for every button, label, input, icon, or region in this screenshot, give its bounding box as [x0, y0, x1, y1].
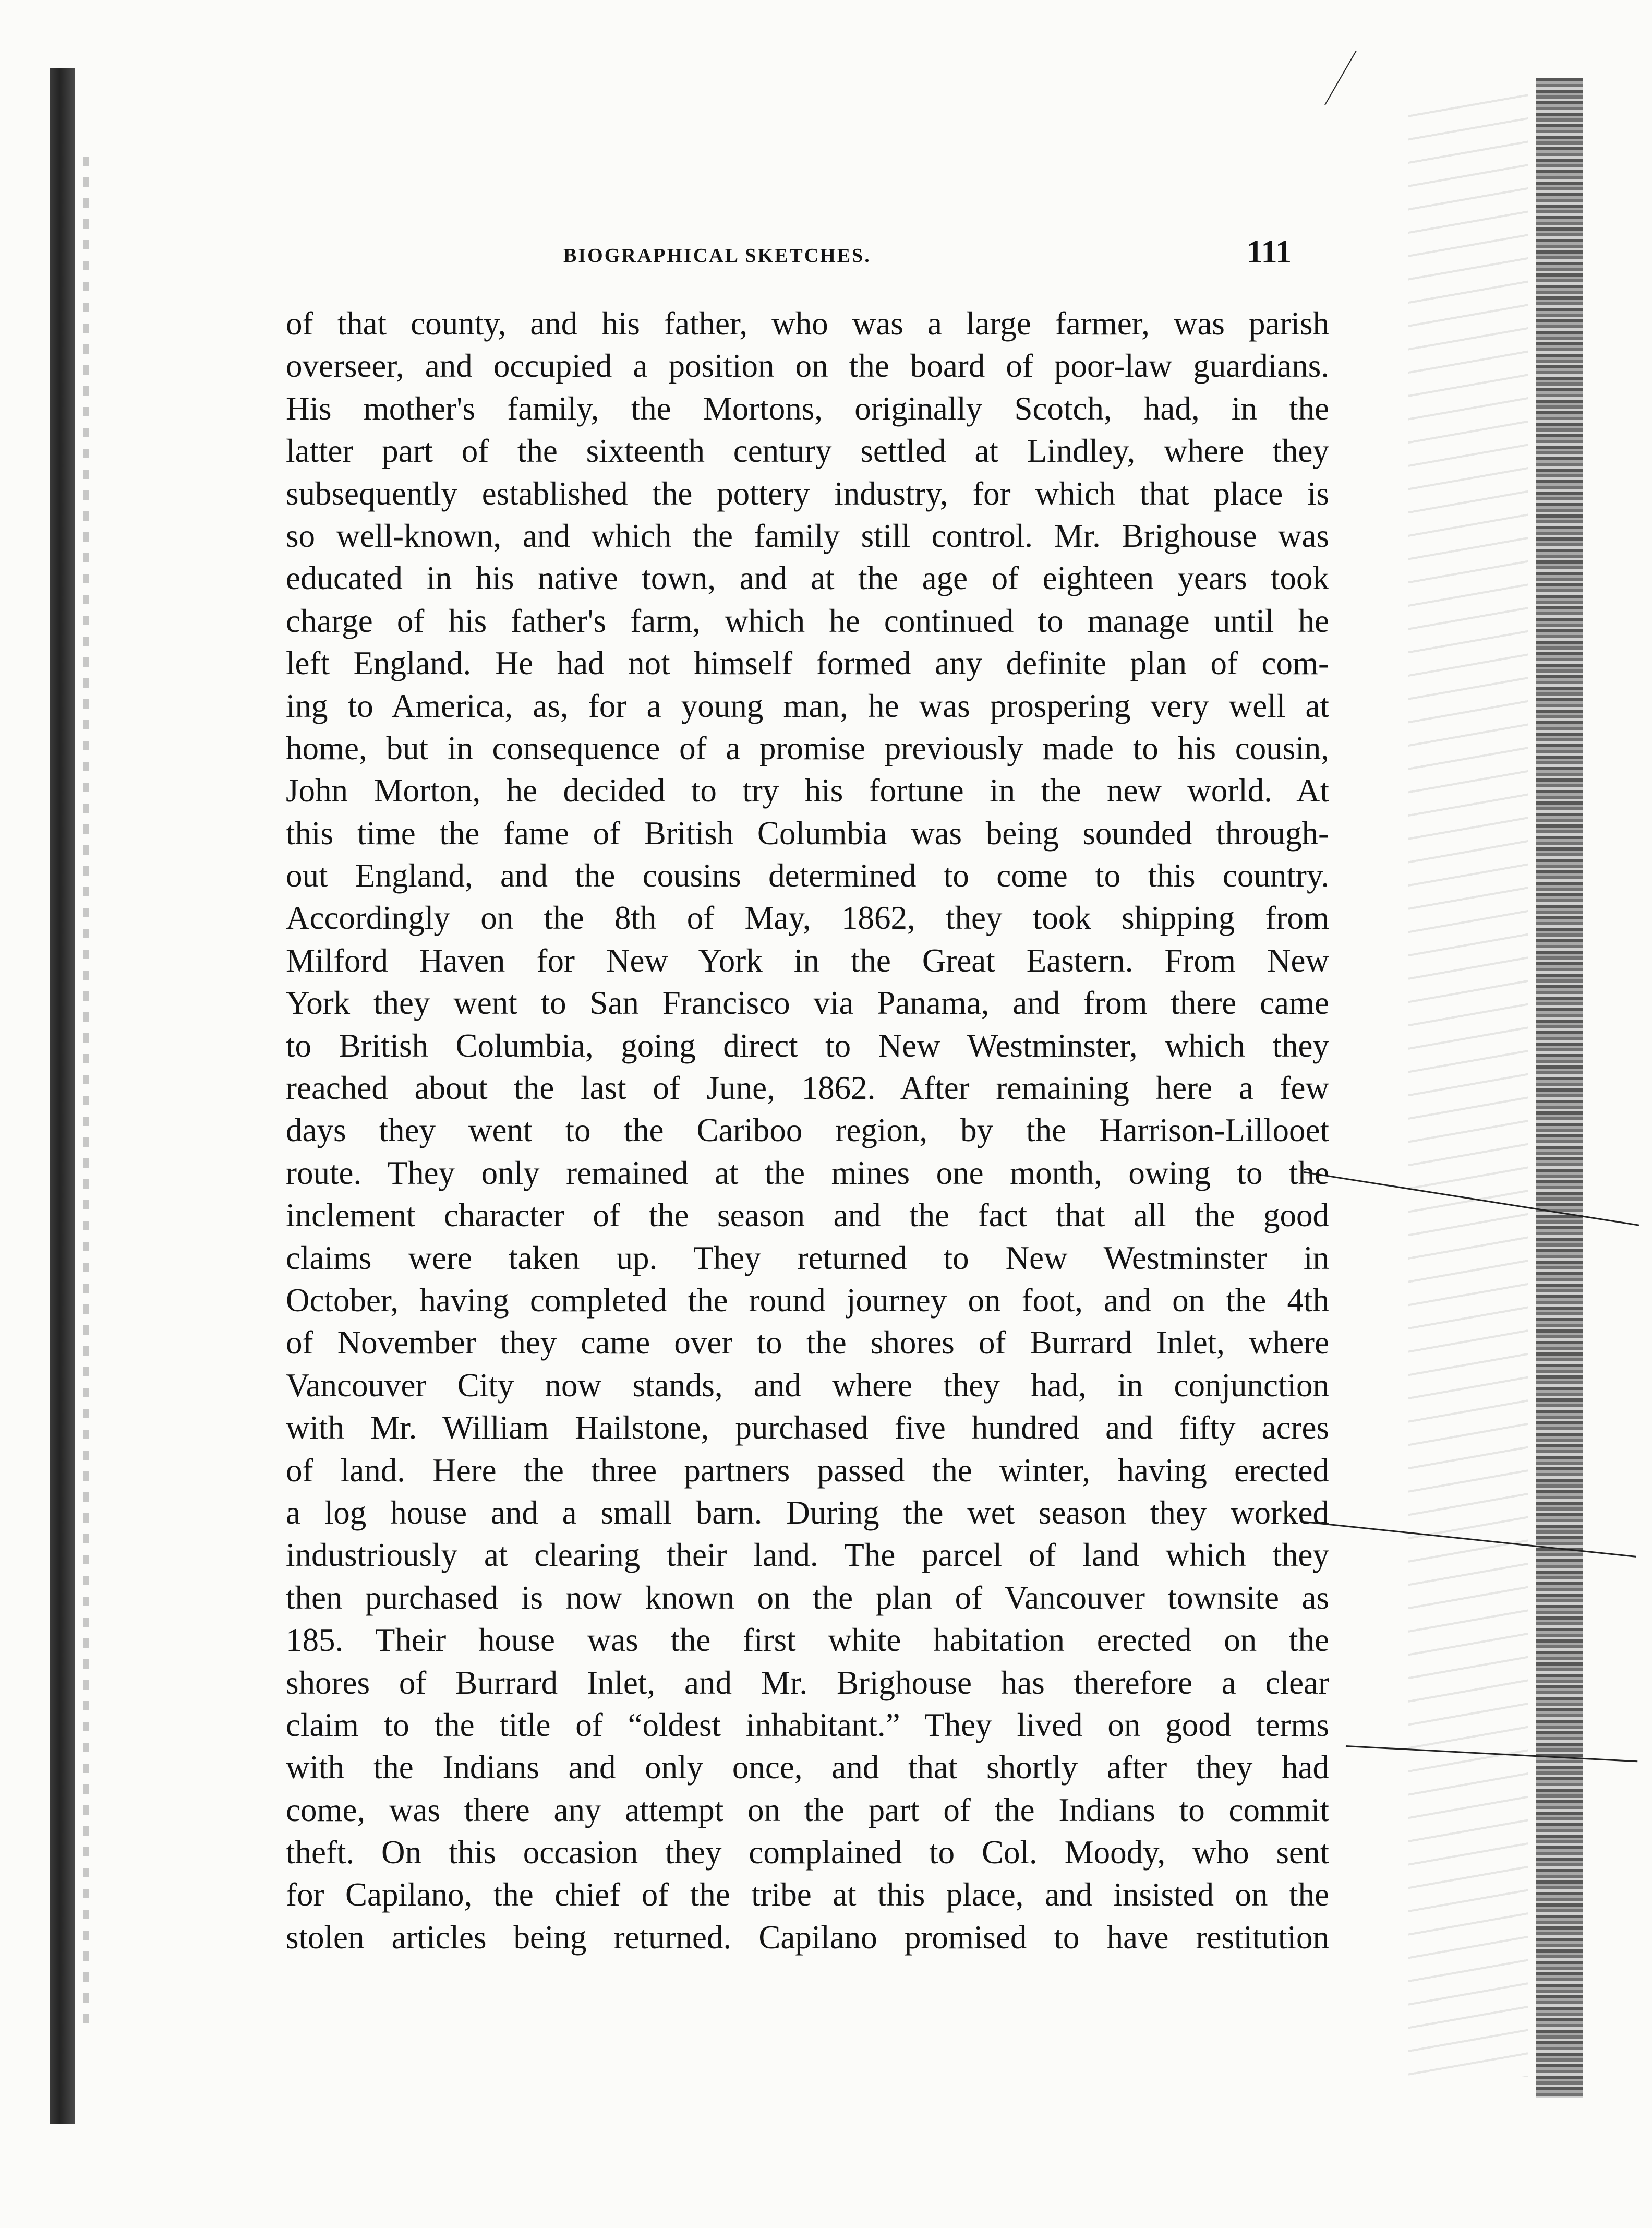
text-line: of that county, and his father, who was a large farmer, was parish: [286, 305, 1329, 342]
text-line: overseer, and occupied a position on the board of poor-law guardians.: [286, 348, 1329, 385]
scan-stray-line: [1324, 51, 1357, 105]
text-line: claim to the title of “oldest inhabitant.” They lived on good terms: [286, 1706, 1329, 1743]
text-line: of November they came over to the shores of Burrard Inlet, where: [286, 1324, 1329, 1361]
running-head: BIOGRAPHICAL SKETCHES.: [563, 245, 871, 267]
text-line: of land. Here the three partners passed the winter, having erected: [286, 1452, 1329, 1489]
text-line: Vancouver City now stands, and where they had, in conjunction: [286, 1367, 1329, 1404]
text-line: John Morton, he decided to try his fortune in the new world. At: [286, 772, 1329, 809]
text-line: 185. Their house was the first white habitation erected on the: [286, 1622, 1329, 1659]
text-line: reached about the last of June, 1862. After remaining here a few: [286, 1070, 1329, 1107]
text-line: so well-known, and which the family still control. Mr. Brighouse was: [286, 517, 1329, 554]
text-line: with Mr. William Hailstone, purchased five hundred and fifty acres: [286, 1409, 1329, 1446]
text-line: ing to America, as, for a young man, he was prospering very well at: [286, 687, 1329, 724]
text-line: charge of his father's farm, which he continued to manage until he: [286, 602, 1329, 639]
text-line: route. They only remained at the mines one month, owing to the: [286, 1154, 1329, 1191]
text-line: to British Columbia, going direct to New Westminster, which they: [286, 1027, 1329, 1064]
scan-edge-left-streak: [83, 157, 89, 2035]
text-line: days they went to the Cariboo region, by the Harrison-Lillooet: [286, 1112, 1329, 1149]
text-line: Accordingly on the 8th of May, 1862, they took shipping from: [286, 900, 1329, 937]
text-line: left England. He had not himself formed any definite plan of com-: [286, 645, 1329, 682]
page-number: 111: [1247, 234, 1292, 270]
text-line: latter part of the sixteenth century settled at Lindley, where they: [286, 433, 1329, 470]
text-line: subsequently established the pottery industry, for which that place is: [286, 475, 1329, 512]
text-line: industriously at clearing their land. The parcel of land which they: [286, 1537, 1329, 1574]
text-line: then purchased is now known on the plan of Vancouver townsite as: [286, 1579, 1329, 1616]
text-line: for Capilano, the chief of the tribe at this place, and insisted on the: [286, 1876, 1329, 1913]
text-line: His mother's family, the Mortons, originally Scotch, had, in the: [286, 390, 1329, 427]
text-line: Milford Haven for New York in the Great Eastern. From New: [286, 942, 1329, 979]
text-line: inclement character of the season and the fact that all the good: [286, 1197, 1329, 1234]
text-line: home, but in consequence of a promise previously made to his cousin,: [286, 729, 1329, 766]
body-text: [286, 303, 1329, 1959]
text-line: come, was there any attempt on the part of the Indians to commit: [286, 1791, 1329, 1828]
scan-edge-right: [1536, 78, 1583, 2098]
text-line: shores of Burrard Inlet, and Mr. Brighouse has therefore a clear: [286, 1664, 1329, 1701]
scan-edge-left: [50, 68, 75, 2124]
scan-noise-right: [1408, 94, 1528, 2077]
text-line: stolen articles being returned. Capilano promised to have restitution: [286, 1919, 1329, 1956]
text-line: with the Indians and only once, and that shortly after they had: [286, 1749, 1329, 1786]
text-line: out England, and the cousins determined to come to this country.: [286, 857, 1329, 894]
text-line: claims were taken up. They returned to New Westminster in: [286, 1239, 1329, 1276]
text-line: this time the fame of British Columbia was being sounded through-: [286, 814, 1329, 852]
text-line: theft. On this occasion they complained to Col. Moody, who sent: [286, 1834, 1329, 1871]
text-line: educated in his native town, and at the age of eighteen years took: [286, 560, 1329, 597]
text-line: a log house and a small barn. During the wet season they worked: [286, 1494, 1329, 1531]
text-line: York they went to San Francisco via Panama, and from there came: [286, 985, 1329, 1022]
text-line: October, having completed the round journey on foot, and on the 4th: [286, 1281, 1329, 1319]
